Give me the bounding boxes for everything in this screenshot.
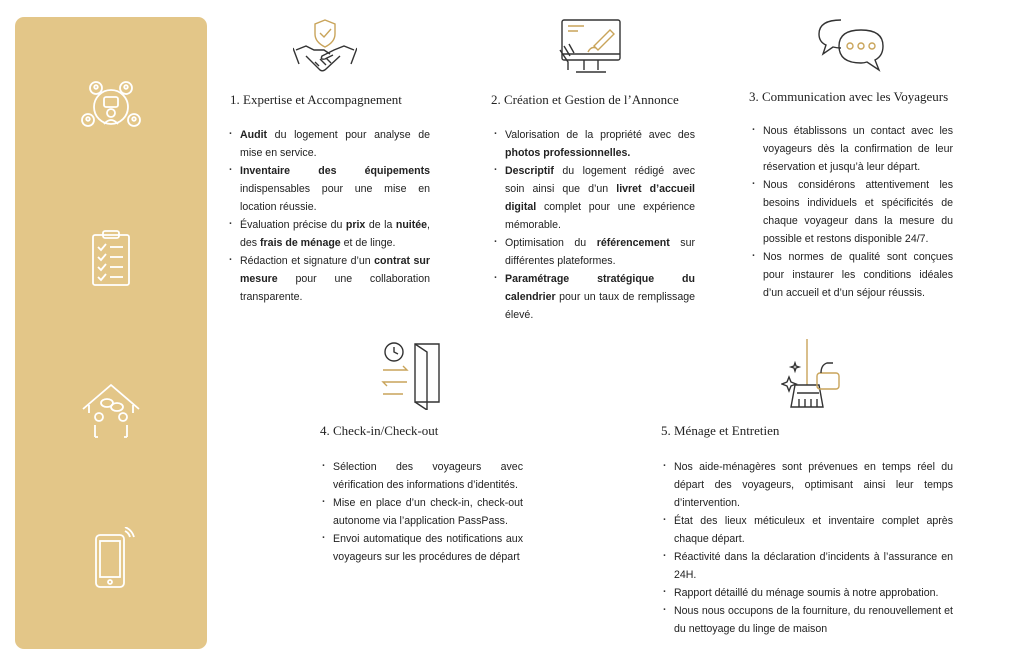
list-item <box>229 216 430 252</box>
bold-text: frais de ménage <box>260 237 341 249</box>
list-item <box>663 458 953 512</box>
text-span: Réactivité dans la déclaration d’incidents à l’assurance en 24H. <box>674 551 953 581</box>
bold-text: livret d’accueil digital <box>505 183 695 213</box>
bold-text: Inventaire des équipements <box>240 165 430 177</box>
chat-bubbles-icon <box>815 16 887 77</box>
people-network-icon <box>79 75 143 139</box>
text-span: indispensables pour une mise en location réussie. <box>240 183 430 213</box>
section-3-list <box>752 122 953 302</box>
text-span: pour un taux de remplissage élevé. <box>505 291 695 321</box>
list-item <box>494 162 695 234</box>
list-item <box>752 176 953 248</box>
text-span: du logement rédigé avec soin ainsi que d’un <box>505 165 695 195</box>
bold-text: contrat sur mesure <box>240 255 430 285</box>
cleaning-broom-icon <box>781 337 845 416</box>
monitor-pen-icon <box>558 16 626 85</box>
section-2-title: 2. Création et Gestion de l’Annonce <box>491 92 679 107</box>
text-span: Évaluation précise du <box>240 219 346 231</box>
text-span: Rédaction et signature d’un <box>240 255 375 267</box>
smartphone-icon <box>79 527 143 591</box>
text-span: État des lieux méticuleux et inventaire complet après chaque départ. <box>674 515 953 545</box>
text-span: du logement pour analyse de mise en service. <box>240 129 430 159</box>
list-item <box>494 126 695 162</box>
section-4-title: 4. Check-in/Check-out <box>320 423 439 438</box>
section-5-list <box>663 458 953 638</box>
sidebar-panel <box>15 17 207 649</box>
list-item <box>229 252 430 306</box>
list-item <box>752 248 953 302</box>
list-item <box>663 584 953 602</box>
text-span: pour une collaboration transparente. <box>240 273 430 303</box>
text-span: Envoi automatique des notifications aux voyageurs sur les procédures de départ <box>333 533 523 563</box>
text-span: Sélection des voyageurs avec vérification des informations d’identités. <box>333 461 523 491</box>
list-item <box>494 234 695 270</box>
list-item <box>229 126 430 162</box>
handshake-icon <box>293 16 357 85</box>
text-span: Nous nous occupons de la fourniture, du renouvellement et du nettoyage du linge de maison <box>674 605 953 635</box>
bold-text: Paramétrage stratégique du calendrier <box>505 273 695 303</box>
text-span: Rapport détaillé du ménage soumis à notre approbation. <box>674 587 939 599</box>
checklist-clipboard-icon <box>79 227 143 291</box>
list-item <box>663 512 953 548</box>
section-4-list <box>322 458 523 566</box>
bold-text: Descriptif <box>505 165 554 177</box>
text-span: Optimisation du <box>505 237 597 249</box>
section-1-list <box>229 126 430 306</box>
list-item <box>663 602 953 638</box>
bold-text: prix <box>345 219 366 231</box>
text-span: Nous considérons attentivement les besoins individuels et spécificités de chaque voyageur dans la mesure du possible et restons disponible 24/7. <box>763 179 953 245</box>
section-5-title: 5. Ménage et Entretien <box>661 423 780 438</box>
bold-text: photos professionnelles. <box>505 147 631 159</box>
list-item <box>322 494 523 530</box>
list-item <box>229 162 430 216</box>
text-span: de la <box>365 219 396 231</box>
list-item <box>494 270 695 324</box>
text-span: Nos normes de qualité sont conçues pour instaurer les conditions idéales d’un accueil et d’un séjour réussis. <box>763 251 953 299</box>
list-item <box>663 548 953 584</box>
list-item <box>322 530 523 566</box>
bold-text: Audit <box>240 129 268 141</box>
list-item <box>322 458 523 494</box>
list-item <box>752 122 953 176</box>
house-people-icon <box>79 379 143 443</box>
text-span: et de linge. <box>340 237 396 249</box>
section-2-list <box>494 126 695 324</box>
text-span: Nous établissons un contact avec les voyageurs dès la confirmation de leur réservation et jusqu’à leur départ. <box>763 125 953 173</box>
text-span: sur différentes plateformes. <box>505 237 695 267</box>
bold-text: nuitée <box>395 219 428 231</box>
text-span: Mise en place d’un check-in, check-out autonome via l’application PassPass. <box>333 497 523 527</box>
section-3-title: 3. Communication avec les Voyageurs <box>749 89 949 104</box>
text-span: , des <box>240 219 430 249</box>
section-1-title: 1. Expertise et Accompagnement <box>230 92 402 107</box>
text-span: Nos aide-ménagères sont prévenues en temps réel du départ des voyageurs, optimisant ainsi leur temps d’intervention. <box>674 461 953 509</box>
bold-text: référencement <box>596 237 670 249</box>
door-clock-icon <box>379 340 443 415</box>
text-span: Valorisation de la propriété avec des <box>505 129 695 141</box>
text-span: complet pour une expérience mémorable. <box>505 201 695 231</box>
